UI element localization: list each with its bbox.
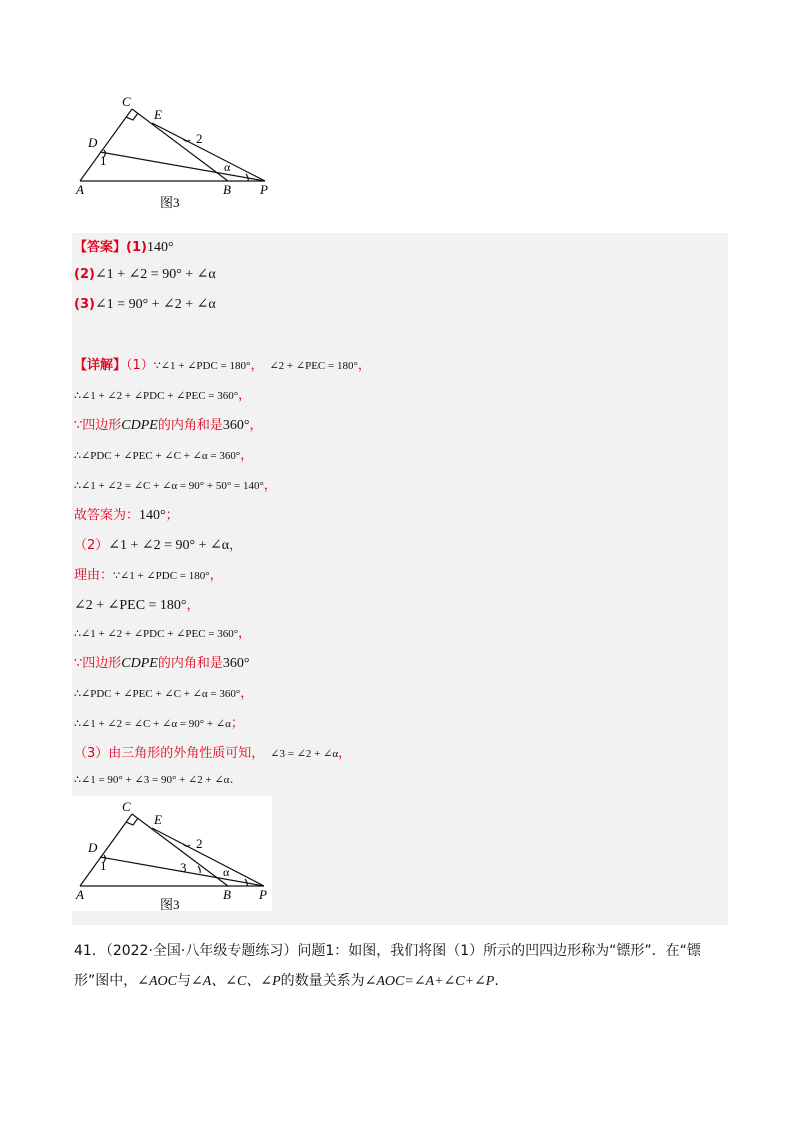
label-2: 2 bbox=[196, 836, 203, 851]
label-E: E bbox=[154, 107, 162, 122]
question-41-line-1: 41．（2022·全国·八年级专题练习）问题1：如图，我们将图（1）所示的凹四边形称为“镖形”．在“镖 bbox=[74, 943, 701, 959]
detail-line-13: ∴∠1 + ∠2 = ∠C + ∠α = 90° + ∠α； bbox=[74, 716, 244, 731]
detail-line-4: ∴∠PDC + ∠PEC + ∠C + ∠α = 360°， bbox=[74, 448, 254, 463]
detail-line-12: ∴∠PDC + ∠PEC + ∠C + ∠α = 360°， bbox=[74, 686, 254, 701]
label-1: 1 bbox=[100, 153, 107, 168]
figure-caption: 图3 bbox=[160, 195, 180, 210]
label-D: D bbox=[88, 840, 98, 855]
detail-line-6: 故答案为：140°； bbox=[74, 508, 179, 523]
line-EP bbox=[152, 828, 264, 886]
label-B: B bbox=[223, 887, 231, 902]
detail-line-3: ∵四边形CDPE的内角和是360°， bbox=[74, 418, 263, 433]
label-B: B bbox=[223, 182, 231, 197]
detail-line-10: ∴∠1 + ∠2 + ∠PDC + ∠PEC = 360°， bbox=[74, 626, 252, 641]
detail-line-9: ∠2 + ∠PEC = 180°， bbox=[74, 598, 200, 613]
label-D: D bbox=[88, 135, 98, 150]
detail-line-5: ∴∠1 + ∠2 = ∠C + ∠α = 90° + 50° = 140°， bbox=[74, 478, 277, 493]
question-source: （2022·全国·八年级专题练习） bbox=[105, 943, 298, 959]
line-DP bbox=[100, 152, 265, 181]
figure-bottom bbox=[72, 796, 272, 911]
detail-line-8: 理由：∵∠1 + ∠PDC = 180°， bbox=[74, 568, 223, 583]
answer-line-1: 【答案】(1)140° bbox=[74, 240, 174, 255]
answer-tag: 【答案】 bbox=[74, 240, 127, 255]
answer-2-expr: ∠1 + ∠2 = 90° + ∠α bbox=[94, 267, 216, 282]
detail-line-14: （3）由三角形的外角性质可知， ∠3 = ∠2 + ∠α， bbox=[74, 746, 352, 761]
answer-1-expr: 140° bbox=[146, 240, 174, 255]
detail-line-2: ∴∠1 + ∠2 + ∠PDC + ∠PEC = 360°， bbox=[74, 388, 252, 403]
detail-tag: 【详解】 bbox=[74, 358, 127, 373]
question-41-line-2: 形”图中，∠AOC与∠A、∠C、∠P的数量关系为∠AOC=∠A+∠C+∠P. bbox=[74, 973, 499, 989]
label-1: 1 bbox=[100, 858, 107, 873]
figure-top bbox=[70, 92, 285, 212]
label-A: A bbox=[76, 182, 84, 197]
answer-3-expr: ∠1 = 90° + ∠2 + ∠α bbox=[94, 297, 216, 312]
line-CB bbox=[132, 109, 228, 181]
detail-line-11: ∵四边形CDPE的内角和是360° bbox=[74, 656, 250, 671]
label-3: 3 bbox=[180, 860, 187, 875]
detail-line-15: ∴∠1 = 90° + ∠3 = 90° + ∠2 + ∠α. bbox=[74, 772, 234, 787]
question-number: 41． bbox=[74, 943, 106, 959]
triangle-diagram-bottom bbox=[72, 796, 272, 911]
label-alpha: α bbox=[224, 160, 231, 174]
answer-line-3: (3)∠1 = 90° + ∠2 + ∠α bbox=[74, 297, 216, 312]
label-C: C bbox=[122, 799, 131, 814]
label-2: 2 bbox=[196, 131, 203, 146]
figure-caption: 图3 bbox=[160, 897, 180, 911]
angle-3-arc bbox=[198, 866, 200, 873]
detail-line-7: （2）∠1 + ∠2 = 90° + ∠α， bbox=[74, 538, 243, 553]
answer-line-2: (2)∠1 + ∠2 = 90° + ∠α bbox=[74, 267, 216, 282]
label-C: C bbox=[122, 94, 131, 109]
triangle-diagram-top bbox=[70, 92, 285, 212]
line-CB bbox=[132, 814, 228, 886]
label-P: P bbox=[259, 887, 267, 902]
angle-2-arc bbox=[183, 844, 190, 846]
label-P: P bbox=[260, 182, 268, 197]
detail-line-1: 【详解】（1）∵∠1 + ∠PDC = 180°， ∠2 + ∠PEC = 180°， bbox=[74, 358, 371, 373]
label-E: E bbox=[154, 812, 162, 827]
label-alpha: α bbox=[223, 865, 230, 879]
label-A: A bbox=[76, 887, 84, 902]
line-EP bbox=[152, 123, 265, 181]
